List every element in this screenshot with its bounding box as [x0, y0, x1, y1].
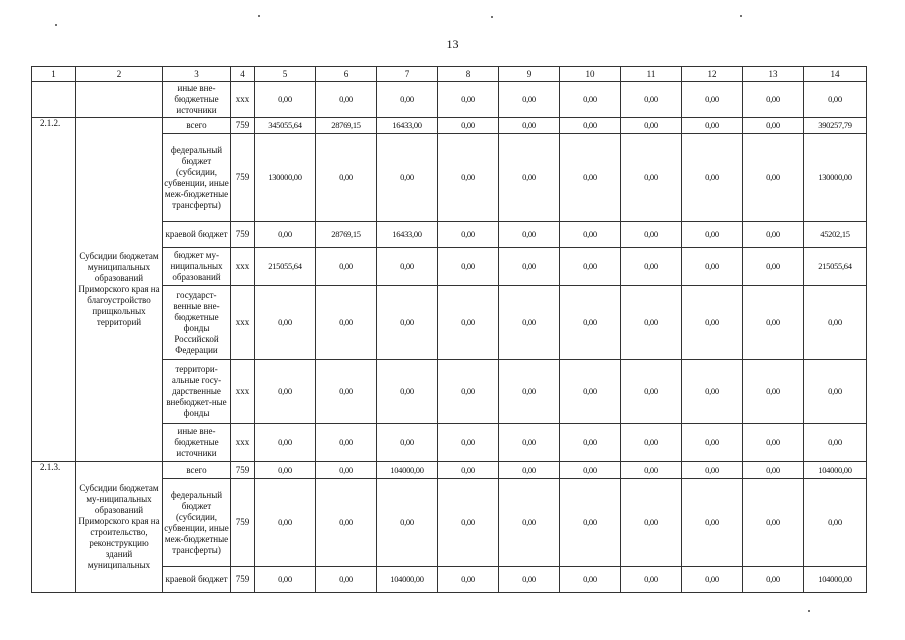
value-cell: 0,00: [743, 424, 804, 462]
value-cell: 0,00: [316, 134, 377, 222]
value-cell: 215055,64: [804, 248, 867, 286]
value-cell: 0,00: [621, 286, 682, 360]
scan-speck: [258, 15, 260, 17]
value-cell: 130000,00: [255, 134, 316, 222]
code-cell: 759: [231, 134, 255, 222]
column-header: 10: [560, 67, 621, 82]
column-header: 8: [438, 67, 499, 82]
value-cell: 0,00: [499, 248, 560, 286]
value-cell: 0,00: [255, 222, 316, 248]
row-code-cell: 2.1.3.: [32, 462, 76, 593]
value-cell: 0,00: [682, 222, 743, 248]
value-cell: 0,00: [560, 286, 621, 360]
value-cell: 0,00: [560, 479, 621, 567]
value-cell: 0,00: [560, 424, 621, 462]
code-cell: 759: [231, 118, 255, 134]
value-cell: 0,00: [377, 82, 438, 118]
value-cell: 0,00: [682, 286, 743, 360]
source-cell: государст-венные вне-бюджетные фонды Российской Федерации: [163, 286, 231, 360]
value-cell: 0,00: [499, 479, 560, 567]
source-cell: всего: [163, 462, 231, 479]
value-cell: 0,00: [682, 479, 743, 567]
value-cell: 0,00: [438, 118, 499, 134]
source-cell: иные вне-бюджетные источники: [163, 424, 231, 462]
header-row: [32, 67, 867, 82]
table-row: [32, 118, 867, 134]
value-cell: 0,00: [316, 424, 377, 462]
value-cell: 0,00: [621, 118, 682, 134]
value-cell: 0,00: [316, 82, 377, 118]
value-cell: 0,00: [560, 82, 621, 118]
value-cell: 0,00: [621, 134, 682, 222]
code-cell: xxx: [231, 360, 255, 424]
value-cell: 0,00: [743, 286, 804, 360]
value-cell: 0,00: [377, 134, 438, 222]
value-cell: 0,00: [499, 462, 560, 479]
value-cell: 0,00: [438, 462, 499, 479]
source-cell: краевой бюджет: [163, 567, 231, 593]
column-header: 9: [499, 67, 560, 82]
value-cell: 0,00: [804, 424, 867, 462]
value-cell: 0,00: [438, 567, 499, 593]
value-cell: 0,00: [621, 248, 682, 286]
value-cell: 0,00: [743, 118, 804, 134]
column-header: 1: [32, 67, 76, 82]
value-cell: 0,00: [682, 360, 743, 424]
value-cell: 28769,15: [316, 222, 377, 248]
row-name-cell: [76, 82, 163, 118]
column-header: 12: [682, 67, 743, 82]
value-cell: 0,00: [682, 118, 743, 134]
value-cell: 0,00: [682, 424, 743, 462]
budget-table: [31, 66, 867, 593]
value-cell: 0,00: [560, 248, 621, 286]
value-cell: 0,00: [682, 248, 743, 286]
value-cell: 0,00: [438, 424, 499, 462]
value-cell: 0,00: [377, 360, 438, 424]
value-cell: 0,00: [743, 82, 804, 118]
value-cell: 0,00: [621, 462, 682, 479]
value-cell: 28769,15: [316, 118, 377, 134]
value-cell: 0,00: [560, 118, 621, 134]
value-cell: 0,00: [560, 222, 621, 248]
value-cell: 0,00: [316, 286, 377, 360]
value-cell: 0,00: [316, 360, 377, 424]
value-cell: 0,00: [682, 462, 743, 479]
value-cell: 0,00: [255, 462, 316, 479]
value-cell: 0,00: [682, 82, 743, 118]
row-name-cell: Субсидии бюджетам муниципальных образований Приморского края на благоустройство прищкольных территорий: [76, 118, 163, 462]
value-cell: 0,00: [560, 134, 621, 222]
value-cell: 0,00: [438, 479, 499, 567]
table-row: [32, 82, 867, 118]
value-cell: 0,00: [804, 360, 867, 424]
value-cell: 0,00: [560, 360, 621, 424]
value-cell: 0,00: [804, 286, 867, 360]
value-cell: 0,00: [743, 134, 804, 222]
value-cell: 16433,00: [377, 222, 438, 248]
value-cell: 0,00: [621, 360, 682, 424]
value-cell: 0,00: [499, 567, 560, 593]
value-cell: 0,00: [743, 479, 804, 567]
value-cell: 0,00: [499, 286, 560, 360]
value-cell: 104000,00: [804, 462, 867, 479]
value-cell: 0,00: [743, 360, 804, 424]
value-cell: 0,00: [499, 360, 560, 424]
value-cell: 0,00: [438, 134, 499, 222]
value-cell: 104000,00: [377, 567, 438, 593]
source-cell: федеральный бюджет (субсидии, субвенции, иные меж-бюджетные трансферты): [163, 134, 231, 222]
value-cell: 215055,64: [255, 248, 316, 286]
column-header: 11: [621, 67, 682, 82]
value-cell: 0,00: [316, 248, 377, 286]
scan-speck: [740, 15, 742, 17]
value-cell: 0,00: [621, 82, 682, 118]
value-cell: 0,00: [255, 286, 316, 360]
value-cell: 0,00: [377, 424, 438, 462]
value-cell: 0,00: [499, 424, 560, 462]
value-cell: 0,00: [743, 567, 804, 593]
value-cell: 0,00: [499, 222, 560, 248]
code-cell: 759: [231, 567, 255, 593]
value-cell: 0,00: [804, 82, 867, 118]
value-cell: 0,00: [438, 82, 499, 118]
value-cell: 0,00: [438, 286, 499, 360]
value-cell: 0,00: [255, 424, 316, 462]
value-cell: 0,00: [743, 462, 804, 479]
value-cell: 0,00: [438, 360, 499, 424]
value-cell: 0,00: [682, 567, 743, 593]
row-code-cell: 2.1.2.: [32, 118, 76, 462]
scan-speck: [491, 16, 493, 18]
scan-speck: [808, 610, 810, 612]
value-cell: 130000,00: [804, 134, 867, 222]
value-cell: 0,00: [560, 567, 621, 593]
value-cell: 0,00: [255, 360, 316, 424]
column-header: 2: [76, 67, 163, 82]
value-cell: 0,00: [377, 286, 438, 360]
column-header: 14: [804, 67, 867, 82]
value-cell: 0,00: [377, 479, 438, 567]
value-cell: 0,00: [316, 567, 377, 593]
value-cell: 0,00: [621, 567, 682, 593]
column-header: 13: [743, 67, 804, 82]
scan-speck: [55, 24, 57, 26]
column-header: 3: [163, 67, 231, 82]
value-cell: 345055,64: [255, 118, 316, 134]
table-row: [32, 462, 867, 479]
code-cell: 759: [231, 479, 255, 567]
value-cell: 0,00: [499, 134, 560, 222]
value-cell: 0,00: [743, 222, 804, 248]
value-cell: 0,00: [438, 222, 499, 248]
value-cell: 0,00: [316, 462, 377, 479]
source-cell: бюджет му-ниципальных образований: [163, 248, 231, 286]
value-cell: 0,00: [560, 462, 621, 479]
value-cell: 0,00: [804, 479, 867, 567]
value-cell: 0,00: [255, 567, 316, 593]
value-cell: 104000,00: [377, 462, 438, 479]
value-cell: 0,00: [621, 222, 682, 248]
code-cell: xxx: [231, 248, 255, 286]
row-code-cell: [32, 82, 76, 118]
value-cell: 0,00: [621, 424, 682, 462]
page-number: 13: [446, 37, 459, 51]
value-cell: 0,00: [682, 134, 743, 222]
value-cell: 390257,79: [804, 118, 867, 134]
code-cell: xxx: [231, 424, 255, 462]
value-cell: 16433,00: [377, 118, 438, 134]
value-cell: 0,00: [255, 479, 316, 567]
value-cell: 0,00: [499, 82, 560, 118]
value-cell: 104000,00: [804, 567, 867, 593]
value-cell: 0,00: [255, 82, 316, 118]
code-cell: 759: [231, 222, 255, 248]
value-cell: 0,00: [438, 248, 499, 286]
column-header: 7: [377, 67, 438, 82]
column-header: 4: [231, 67, 255, 82]
value-cell: 45202,15: [804, 222, 867, 248]
code-cell: xxx: [231, 286, 255, 360]
source-cell: краевой бюджет: [163, 222, 231, 248]
source-cell: территори-альные госу-дарственные внебюджет-ные фонды: [163, 360, 231, 424]
value-cell: 0,00: [499, 118, 560, 134]
row-name-cell: Субсидии бюджетам му-ниципальных образований Приморского края на строительство, реконструкцию зданий муниципальных: [76, 462, 163, 593]
source-cell: иные вне-бюджетные источники: [163, 82, 231, 118]
column-header: 5: [255, 67, 316, 82]
source-cell: федеральный бюджет (субсидии, субвенции, иные меж-бюджетные трансферты): [163, 479, 231, 567]
code-cell: 759: [231, 462, 255, 479]
value-cell: 0,00: [316, 479, 377, 567]
source-cell: всего: [163, 118, 231, 134]
value-cell: 0,00: [743, 248, 804, 286]
column-header: 6: [316, 67, 377, 82]
value-cell: 0,00: [621, 479, 682, 567]
value-cell: 0,00: [377, 248, 438, 286]
code-cell: xxx: [231, 82, 255, 118]
